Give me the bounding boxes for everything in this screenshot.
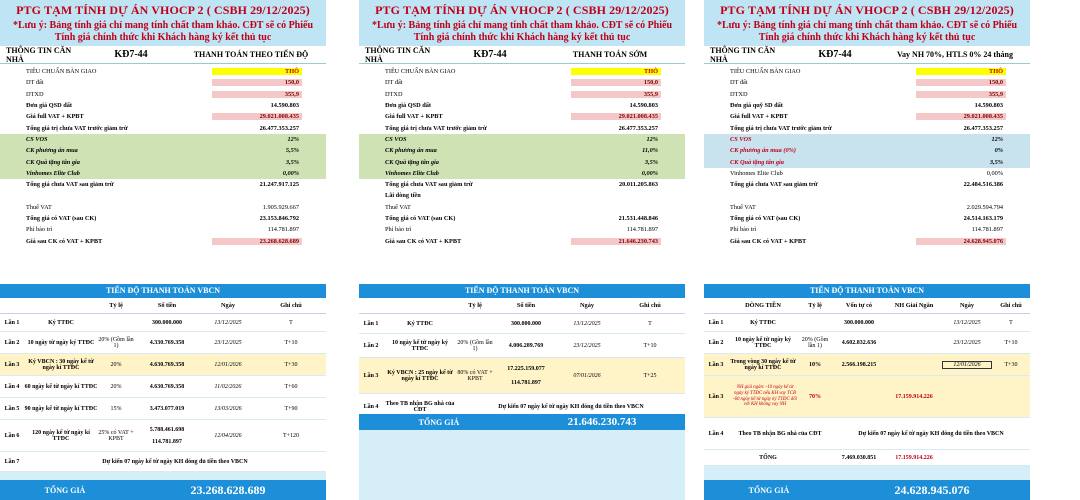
total-bar [704, 480, 1030, 500]
unit-bar [359, 46, 685, 64]
info-row: CS VOS 12% [359, 134, 685, 145]
info-row: Thuế VAT [385, 203, 411, 211]
info-row: DT đất 150,0 [0, 77, 326, 88]
sheet-header [0, 0, 326, 46]
info-row: CK phương án mua 11,0% [359, 145, 685, 156]
total-label: TỔNG GIÁ [44, 485, 86, 495]
total-amount: 24.628.945.076 [894, 482, 970, 497]
total-amount: 23.268.628.689 [190, 482, 266, 497]
info-row: CS VOS 12% [704, 134, 1030, 145]
info-row: Giá sau CK có VAT + KPBT 21.646.230.743 [359, 235, 685, 246]
info-row: Tổng giá chưa VAT sau giảm trừ 21.247.917.125 [26, 181, 299, 189]
info-row: Giá full VAT + KPBT 29.021.008.435 [704, 111, 1030, 122]
table-row: Lần 3 NH giải ngân: -10 ngày kể từ ngày ký TTĐC nếu KH vay TCB -60 ngày kể từ ngày ký TTĐC đối với KH không vay NH 70% 17.159.914.226 [704, 376, 1030, 418]
info-row: TIÊU CHUẨN BÀN GIAO THÔ [0, 66, 326, 77]
info-row: Tổng giá có VAT (sau CK) 23.153.846.792 [26, 215, 299, 222]
info-row: Giá full VAT + KPBT 29.021.008.435 [0, 111, 326, 122]
table-row: Lần 1 Ký TTĐC 300.000.000 13/12/2025 T [0, 314, 326, 332]
info-row: Đơn giá QSD đất 14.590.803 [26, 102, 299, 110]
table-row: Lần 4 60 ngày kể từ ngày kí TTĐC 20% 4.630.769.358 11/02/2026 T+60 [0, 376, 326, 398]
schedule-title: TIẾN ĐỘ THANH TOÁN VBCN [0, 284, 326, 298]
table-row: Lần 1 Ký TTĐC 300.000.000 13/12/2025 T [704, 314, 1030, 332]
info-row [0, 190, 326, 201]
table-row: Lần 6 120 ngày kể từ ngày kí TTĐC 25% có VAT + KPBT 5.788.461.698 114.781.897 12/04/2026 T+120 [0, 420, 326, 452]
info-row: Phí bảo trì 114.781.897 [730, 226, 1003, 234]
info-row: TIÊU CHUẨN BÀN GIAO THÔ [359, 66, 685, 77]
info-row: TIÊU CHUẨN BÀN GIAO THÔ [704, 66, 1030, 77]
payment-plan: THANH TOÁN THEO TIẾN ĐỘ [193, 50, 309, 59]
info-row: Phí bảo trì 114.781.897 [26, 226, 299, 234]
payment-plan: Vay NH 70%, HTLS 0% 24 tháng [897, 50, 1013, 59]
table-row: Lần 4 Theo TB nhận BG nhà của CĐT Dự kiến 07 ngày kể từ ngày KH đóng đủ tiền theo VBCN [704, 418, 1030, 450]
info-label: THÔNG TIN CĂN NHÀ [6, 45, 72, 64]
info-row: Tổng giá trị chưa VAT trước giảm trừ 26.477.353.257 [385, 124, 658, 132]
sheet-title: PTG TẠM TÍNH DỰ ÁN VHOCP 2 ( CSBH 29/12/2025) [16, 3, 310, 17]
info-row: Tổng giá có VAT (sau CK) 21.531.448.846 [385, 215, 658, 222]
info-row: CK Quà tặng tân gia 3,5% [0, 156, 326, 167]
unit-bar [0, 46, 326, 64]
info-row: Lãi dòng tiền [385, 192, 421, 200]
info-row: Tổng giá chưa VAT sau giảm trừ 20.011.205.863 [385, 181, 658, 189]
table-row: Lần 4 Theo TB nhận BG nhà của CĐT Dự kiến 07 ngày kể từ ngày KH đóng đủ tiền theo VBCN [359, 394, 685, 420]
table-row: Lần 1 Ký TTĐC 300.000.000 13/12/2025 T [359, 314, 685, 334]
total-label: TỔNG GIÁ [418, 417, 460, 427]
info-row: DT đất 150,0 [704, 77, 1030, 88]
price-sheet-early [359, 0, 685, 500]
unit-bar [704, 46, 1030, 64]
schedule-header: Tỷ lệ Số tiền Ngày Ghi chú [359, 298, 685, 314]
info-row: Giá sau CK có VAT + KPBT 24.628.945.076 [704, 235, 1030, 246]
table-row: Lần 5 90 ngày kể từ ngày kí TTĐC 15% 3.473.077.019 13/03/2026 T+90 [0, 398, 326, 420]
info-label: THÔNG TIN CĂN NHÀ [710, 45, 776, 64]
sheet-note: *Lưu ý: Bảng tính giá chỉ mang tính chất tham khảo. CĐT sẽ có Phiếu Tính giá chính thức khi Khách hàng ký kết thủ tục [12, 20, 314, 43]
table-row: Lần 2 10 ngày kể từ ngày ký TTĐC 20% (Gồm lần 1) 4.006.289.769 23/12/2025 T+10 [359, 334, 685, 358]
info-row: Đơn giá QSD đất 14.590.803 [385, 102, 658, 110]
total-bar [359, 414, 685, 430]
info-table [704, 64, 1030, 284]
info-row: Thuế VAT 1.905.929.667 [26, 203, 299, 211]
total-amount: 21.646.230.743 [567, 416, 637, 428]
info-row: Tổng giá trị chưa VAT trước giảm trừ 26.477.353.257 [26, 124, 299, 132]
info-row: DT đất 150,0 [359, 77, 685, 88]
info-row: CK Quà tặng tân gia 3,5% [704, 156, 1030, 167]
info-row: CK phương án mua (0%) 0% [704, 145, 1030, 156]
sum-label: TỔNG [759, 454, 777, 461]
payment-plan: THANH TOÁN SỚM [572, 50, 648, 59]
schedule-title: TIẾN ĐỘ THANH TOÁN VBCN [359, 284, 685, 298]
table-row: Lần 7 Dự kiến 07 ngày kể từ ngày KH đóng đủ tiền theo VBCN [0, 452, 326, 472]
table-row: Lần 3 Ký VBCN : 30 ngày kể từ ngày kí TTĐC 20% 4.630.769.358 12/01/2026 T+30 [0, 354, 326, 376]
schedule-title: TIẾN ĐỘ THANH TOÁN VBCN [704, 284, 1030, 298]
info-row: CS VOS 12% [0, 134, 326, 145]
sheet-header [704, 0, 1030, 46]
total-bar [0, 480, 326, 500]
table-row: Lần 2 10 ngày từ ngày ký TTĐC 20% (Gồm lần 1) 4.330.769.358 23/12/2025 T+10 [0, 332, 326, 354]
info-row: Tổng giá trị chưa VAT trước giảm trừ 26.477.353.257 [730, 124, 1003, 132]
table-row: Lần 3 Trong vòng 30 ngày kể từ ngày kí TTĐC 10% 2.566.198.215 12/01/2026 T+30 [704, 354, 1030, 376]
unit-code: KĐ7-44 [114, 49, 148, 60]
info-row: Đơn giá quỹ SD đất 14.590.803 [730, 102, 1003, 110]
table-row: Lần 2 10 ngày kể từ ngày ký TTĐC 20% (Gồm lần 1) 4.602.832.636 23/12/2025 T+10 [704, 332, 1030, 354]
price-sheet-progress [0, 0, 326, 500]
info-row: Giá full VAT + KPBT 29.021.008.435 [359, 111, 685, 122]
sheet-header [359, 0, 685, 46]
table-row: Lần 3 Ký VBCN : 25 ngày kể từ ngày kí TTĐC 80% có VAT + KPBT 17.225.159.077 114.781.897 07/01/2026 T+25 [359, 358, 685, 394]
info-row: Vinhomes Elite Club 0,00% [0, 168, 326, 179]
sum-row [704, 450, 1030, 466]
sum-own: 7.469.030.851 [841, 454, 877, 461]
info-row: Thuế VAT 2.029.594.794 [730, 203, 1003, 211]
price-sheet-loan [704, 0, 1030, 500]
schedule-header: Tỷ lệ Số tiền Ngày Ghi chú [0, 298, 326, 314]
sheet-note: *Lưu ý: Bảng tính giá chỉ mang tính chất tham khảo. CĐT sẽ có Phiếu Tính giá chính thức khi Khách hàng ký kết thủ tục [716, 20, 1018, 43]
info-row: CK Quà tặng tân gia 3,5% [359, 156, 685, 167]
info-table [0, 64, 326, 284]
info-row: CK phương án mua 5,5% [0, 145, 326, 156]
sum-bank: 17.159.914.226 [895, 454, 933, 461]
info-label: THÔNG TIN CĂN NHÀ [365, 45, 431, 64]
info-row: Tổng giá chưa VAT sau giảm trừ 22.484.516.386 [730, 181, 1003, 189]
info-row: DTXD 355,9 [359, 89, 685, 100]
schedule-header: DÒNG TIỀN Tỷ lệ Vốn tự có NH Giải Ngân Ngày Ghi chú [704, 298, 1030, 314]
sheet-note: *Lưu ý: Bảng tính giá chỉ mang tính chất tham khảo. CĐT sẽ có Phiếu Tính giá chính thức khi Khách hàng ký kết thủ tục [371, 20, 673, 43]
total-label: TỔNG GIÁ [748, 485, 790, 495]
unit-code: KĐ7-44 [818, 49, 852, 60]
unit-code: KĐ7-44 [473, 49, 507, 60]
info-row: Phí bảo trì 114.781.897 [385, 226, 658, 234]
sheet-title: PTG TẠM TÍNH DỰ ÁN VHOCP 2 ( CSBH 29/12/2025) [720, 3, 1014, 17]
info-row: Vinhomes Elite Club 0,00% [730, 169, 1003, 177]
info-table [359, 64, 685, 284]
info-row [704, 190, 1030, 201]
info-row: Giá sau CK có VAT + KPBT 23.268.628.689 [0, 235, 326, 246]
info-row: Vinhomes Elite Club 0,00% [359, 168, 685, 179]
sheet-title: PTG TẠM TÍNH DỰ ÁN VHOCP 2 ( CSBH 29/12/2025) [375, 3, 669, 17]
info-row: Tổng giá có VAT (sau CK) 24.514.163.179 [730, 215, 1003, 222]
info-row: DTXD 355,9 [0, 89, 326, 100]
info-row: DTXD 355,9 [704, 89, 1030, 100]
